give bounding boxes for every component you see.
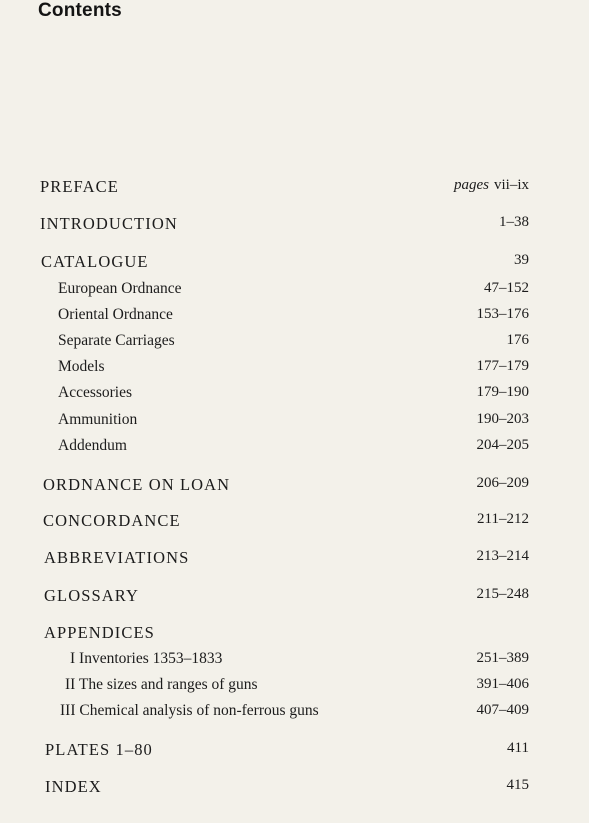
toc-entry-pages — [454, 177, 529, 194]
toc-entry-label: Separate Carriages — [58, 332, 175, 349]
toc-entry-label: ABBREVIATIONS — [44, 548, 190, 567]
toc-entry-label: CATALOGUE — [41, 252, 149, 271]
toc-entry-separate-carriages[interactable] — [0, 332, 589, 356]
toc-entry-pages: 415 — [506, 777, 529, 793]
toc-entry-pages: 176 — [506, 332, 529, 348]
toc-entry-ordnance-on-loan[interactable] — [0, 475, 589, 499]
toc-entry-label: Ammunition — [58, 411, 138, 428]
toc-entry-pages: 213–214 — [476, 548, 529, 564]
toc-entry-pages: 39 — [514, 252, 529, 268]
toc-entry-label: Accessories — [58, 384, 133, 401]
toc-entry-label: GLOSSARY — [44, 586, 139, 605]
toc-entry-label: III Chemical analysis of non-ferrous guns — [60, 702, 319, 719]
toc-entry-label: I Inventories 1353–1833 — [70, 650, 223, 667]
toc-entry-abbreviations[interactable] — [0, 548, 589, 572]
toc-entry-label: PREFACE — [40, 177, 119, 196]
toc-entry-appendix-i[interactable] — [0, 650, 589, 674]
toc-entry-models[interactable] — [0, 358, 589, 382]
toc-entry-label: II The sizes and ranges of guns — [65, 676, 258, 693]
toc-entry-label: PLATES 1–80 — [45, 740, 153, 759]
toc-entry-pages: 179–190 — [476, 384, 529, 400]
toc-entry-appendices[interactable] — [0, 623, 589, 647]
toc-entry-index[interactable] — [0, 777, 589, 801]
toc-entry-addendum[interactable] — [0, 437, 589, 461]
page-title: Contents — [38, 0, 122, 21]
toc-entry-appendix-ii[interactable] — [0, 676, 589, 700]
toc-entry-pages: 411 — [507, 740, 529, 756]
toc-entry-pages: 153–176 — [476, 306, 529, 322]
toc-entry-accessories[interactable] — [0, 384, 589, 408]
toc-entry-glossary[interactable] — [0, 586, 589, 610]
toc-entry-plates[interactable] — [0, 740, 589, 764]
toc-entry-pages: 177–179 — [476, 358, 529, 374]
pages-prefix: pages — [453, 177, 489, 193]
toc-entry-oriental-ordnance[interactable] — [0, 306, 589, 330]
toc-entry-concordance[interactable] — [0, 511, 589, 535]
toc-entry-label: CONCORDANCE — [43, 511, 181, 530]
toc-entry-label: Oriental Ordnance — [58, 306, 173, 323]
toc-entry-pages: 215–248 — [476, 586, 529, 602]
toc-entry-page-range: vii–ix — [493, 177, 529, 193]
toc-entry-european-ordnance[interactable] — [0, 280, 589, 304]
toc-entry-label: European Ordnance — [58, 280, 182, 297]
toc-entry-pages: 47–152 — [484, 280, 529, 296]
toc-entry-pages: 391–406 — [476, 676, 529, 692]
toc-entry-pages: 1–38 — [499, 214, 529, 230]
toc-entry-label: APPENDICES — [44, 623, 155, 642]
toc-entry-label: Addendum — [58, 437, 127, 454]
toc-entry-introduction[interactable] — [0, 214, 589, 238]
toc-entry-pages: 211–212 — [477, 511, 529, 527]
toc-entry-label: ORDNANCE ON LOAN — [43, 475, 231, 494]
toc-entry-label: INTRODUCTION — [40, 214, 178, 233]
toc-entry-label: INDEX — [45, 777, 102, 796]
toc-entry-ammunition[interactable] — [0, 411, 589, 435]
toc-entry-appendix-iii[interactable] — [0, 702, 589, 726]
toc-entry-catalogue[interactable] — [0, 252, 589, 276]
toc-entry-pages: 251–389 — [476, 650, 529, 666]
toc-entry-pages: 190–203 — [476, 411, 529, 427]
toc-entry-pages: 204–205 — [476, 437, 529, 453]
toc-entry-label: Models — [58, 358, 105, 375]
toc-entry-pages: 407–409 — [476, 702, 529, 718]
toc-entry-pages: 206–209 — [476, 475, 529, 491]
toc-entry-preface[interactable] — [0, 177, 589, 201]
